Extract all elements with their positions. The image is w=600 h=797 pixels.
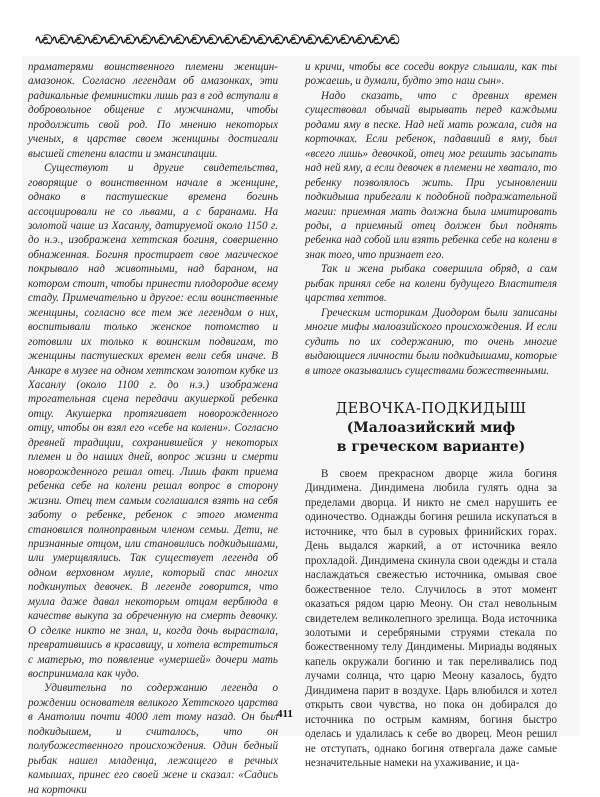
section-subtitle-line1: (Малоазийский миф — [346, 419, 516, 436]
paragraph: праматерями воинственного племени женщин-амазонок. Согласно легендам об амазонках, эти радикальные феминистки лишь раз в год вступали в добровольное общение с мужчинами, чтобы продолжить свой род. По мнению некоторых ученых, в царстве своем женщины достигали высшей степени власти и эмансипации. — [28, 61, 278, 160]
paragraph: Удивительна по содержанию легенда о рождении основателя великого Хеттского царства в Анатолии почти 4000 лет тому назад. Он был подкидышем, и считалось, что он полубожественного происхождения. Один бедный рыбак нашел младенца, лежащего в речных камышах, принес его своей жене и сказал: «Садись на корточки — [28, 682, 278, 796]
paragraph: Греческим историкам Диодором были записаны многие мифы малоазийского происхождения. И если судить по их содержанию, то очень многие выдающиеся личности были подкидышами, которые в итоге оказывались существами божественными. — [305, 306, 557, 377]
paragraph: Так и жена рыбака совершила обряд, а сам рыбак принял себе на колени будущего Властителя царства хеттов. — [305, 263, 557, 305]
left-column — [28, 60, 278, 797]
right-column — [305, 60, 557, 770]
paragraph: и кричи, чтобы все соседи вокруг слышали, как ты рожаешь, и думали, будто это наш сын». — [305, 61, 557, 88]
paragraph: В своем прекрасном дворце жила богиня Диндимена. Диндимена любила гулять одна за пределами дворца. И никто не смел нарушить ее одиночество. Однажды богиня решила искупаться в источнике, что был в суровых фринийских горах. День выдался жаркий, а от источника веяло прохладой. Диндимена скинула свои одежды и стала наслаждаться свежестью источника, омывая свое божественное тело. Случилось в этот момент оказаться рядом царю Меону. Он стал невольным свидетелем великолепного зрелища. Вода источника золотыми и серебряными струями стекала по божественному телу Диндимены. Мириады водяных капель окружали богиню и так переливались под лучами солнца, что царю Меону казалось, будто Диндимена парит в воздухе. Царь влюбился и хотел открыть свои чувства, но пока он добирался до источника по острым камням, богиня быстро оделась и удалилась к себе во дворец. Меон решил не отступать, однако богиня отвергала даже самые незначительные намеки на ухаживание, и ца- — [305, 467, 557, 770]
section-body — [305, 467, 557, 771]
paragraph: Существуют и другие свидетельства, говорящие о воинственном начале в женщине, однако в пастушеские времена богинь ассоциировали не со львами, а с баранами. На золотой чаше из Хасанлу, датируемой около 1150 г. до н.э., изображена хеттская богиня, совершенно обнаженная. Богиня простирает свое магическое покрывало над животными, над бараном, на котором стоит, чтобы принести плодородие всему стаду. Примечательно и другое: если воинственные женщины, согласно все тем же легендам о них, воспитывали только женское потомство и готовили их только к воинским подвигам, то женщины пастушеских времен вели себя иначе. В Анкаре в музее на одном хеттском золотом кубке из Хасанлу (около 1100 г. до н.э.) изображена трогательная сцена передачи акушеркой ребенка отцу. Акушерка протягивает новорожденного отцу, чтобы он взял его «себе на колени». Согласно древней традиции, сохранившейся у некоторых племен и до наших дней, вопрос жизни и смерти новорожденного решал отец. Лишь факт приема ребенка себе на колени решал вопрос в сторону жизни. Отец тем самым соглашался взять на себя заботу о ребенке, ребенок с этого момента становился полноправным членом семьи. Дети, не признанные отцом, или становились подкидышами, или умерщвлялись. Так существует легенда об одном верховном мулле, который спас многих подкинутых девочек. В легенде говорится, что мулла даже давал некоторым отцам верблюда в качестве выкупа за обреченную на смерть девочку. О сделке никто не знал, и, когда дочь вырастала, превратившись в красавицу, и хотела встретиться с матерью, то появление «умершей» дочери мать воспринимала как чудо. — [28, 162, 278, 681]
section-title: ДЕВОЧКА-ПОДКИДЫШ — [335, 400, 527, 417]
section-heading — [305, 400, 557, 457]
intro-text — [305, 60, 557, 378]
page-number: 411 — [277, 708, 293, 720]
section-subtitle-line2: в греческом варианте) — [336, 438, 526, 455]
decorative-wave-border — [34, 34, 474, 48]
paragraph: Надо сказать, что с древних времен существовал обычай вырывать перед каждыми родами яму в песке. Над ней мать рожала, сидя на корточках. Если ребенок, падавший в яму, был «всего лишь» девочкой, отец мог решить засыпать над ней яму, а если девочек в племени не хватало, то ребенку позволялось жить. При усыновлении подкидыша прибегали к подобной подражательной магии: приемная мать должна была имитировать роды, а приемный отец должен был поднять ребенка над собой или взять ребенка себе на колени в знак того, что признает его. — [305, 89, 557, 261]
wave-scroll-icon: ∿ඞ∿ඞ∿ඞ∿ඞ∿ඞ∿ඞ∿ඞ∿ඞ∿ඞ∿ඞ∿ඞ∿ඞ∿ඞ∿ඞ∿ඞ∿ඞ∿ඞ∿ඞ∿ඞ∿ඞ∿ඞ∿ඞ — [34, 33, 398, 48]
